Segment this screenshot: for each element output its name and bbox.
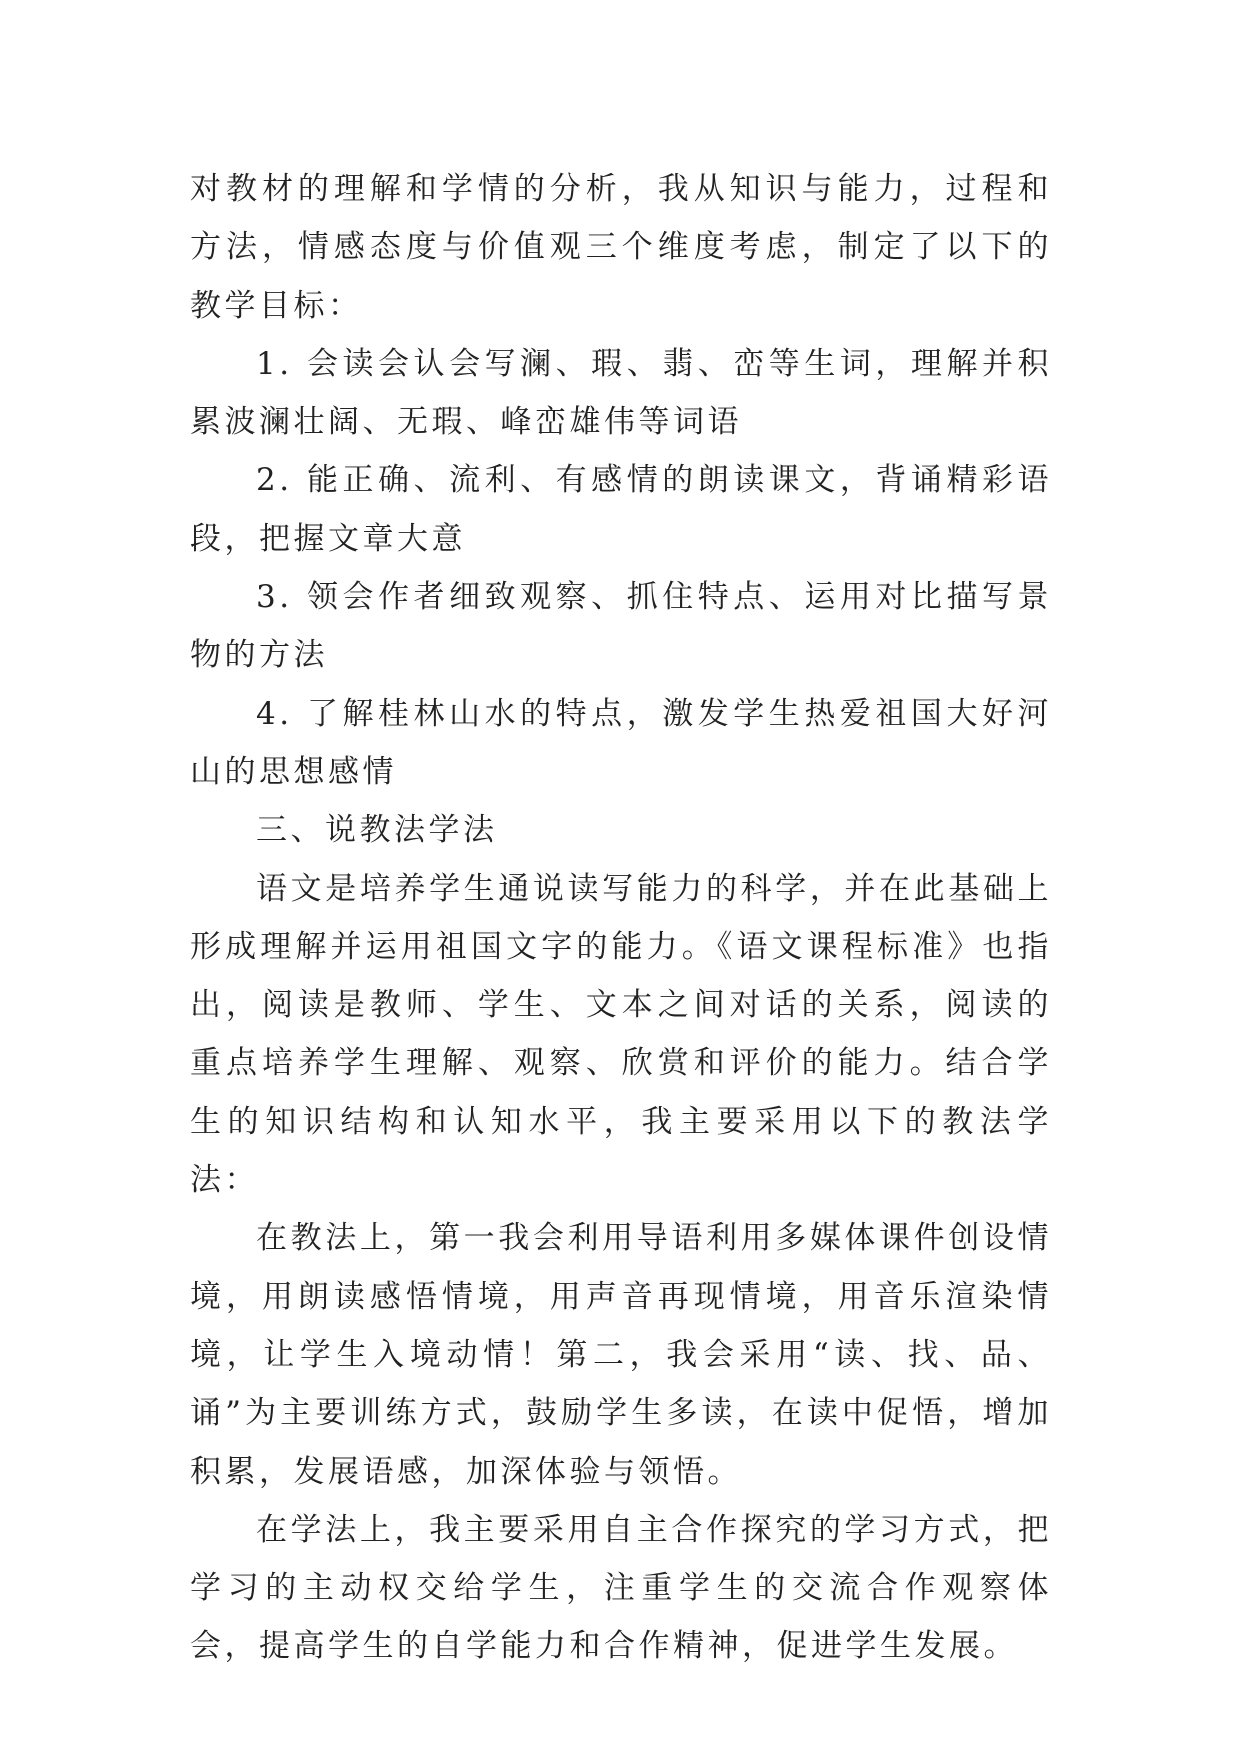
paragraph-goal-1: 1. 会读会认会写澜、瑕、翡、峦等生词，理解并积累波澜壮阔、无瑕、峰峦雄伟等词语 <box>190 345 1052 441</box>
paragraph-learning-method: 在学法上，我主要采用自主合作探究的学习方式，把学习的主动权交给学生，注重学生的交流合作观察体会，提高学生的自学能力和合作精神，促进学生发展。 <box>190 1511 1052 1665</box>
paragraph-goal-3: 3. 领会作者细致观察、抓住特点、运用对比描写景物的方法 <box>190 579 1052 674</box>
section-heading-teaching-methods: 三、说教法学法 <box>256 812 498 849</box>
paragraph-methods-intro: 语文是培养学生通说读写能力的科学，并在此基础上形成理解并运用祖国文字的能力。《语文课程标准》也指出，阅读是教师、学生、文本之间对话的关系，阅读的重点培养学生理解、观察、欣赏和评价的能力。结合学生的知识结构和认知水平，我主要采用以下的教法学法： <box>190 870 1052 1199</box>
document-body <box>190 160 1052 1676</box>
paragraph-teaching-method: 在教法上，第一我会利用导语利用多媒体课件创设情境，用朗读感悟情境，用声音再现情境，用音乐渲染情境，让学生入境动情！第二，我会采用“读、找、品、诵”为主要训练方式，鼓励学生多读，在读中促悟，增加积累，发展语感，加深体验与领悟。 <box>190 1220 1052 1490</box>
paragraph-intro: 对教材的理解和学情的分析，我从知识与能力，过程和方法，情感态度与价值观三个维度考虑，制定了以下的教学目标： <box>190 171 1052 324</box>
paragraph-goal-2: 2. 能正确、流利、有感情的朗读课文，背诵精彩语段，把握文章大意 <box>190 462 1052 557</box>
paragraph-goal-4: 4. 了解桂林山水的特点，激发学生热爱祖国大好河山的思想感情 <box>190 695 1052 790</box>
